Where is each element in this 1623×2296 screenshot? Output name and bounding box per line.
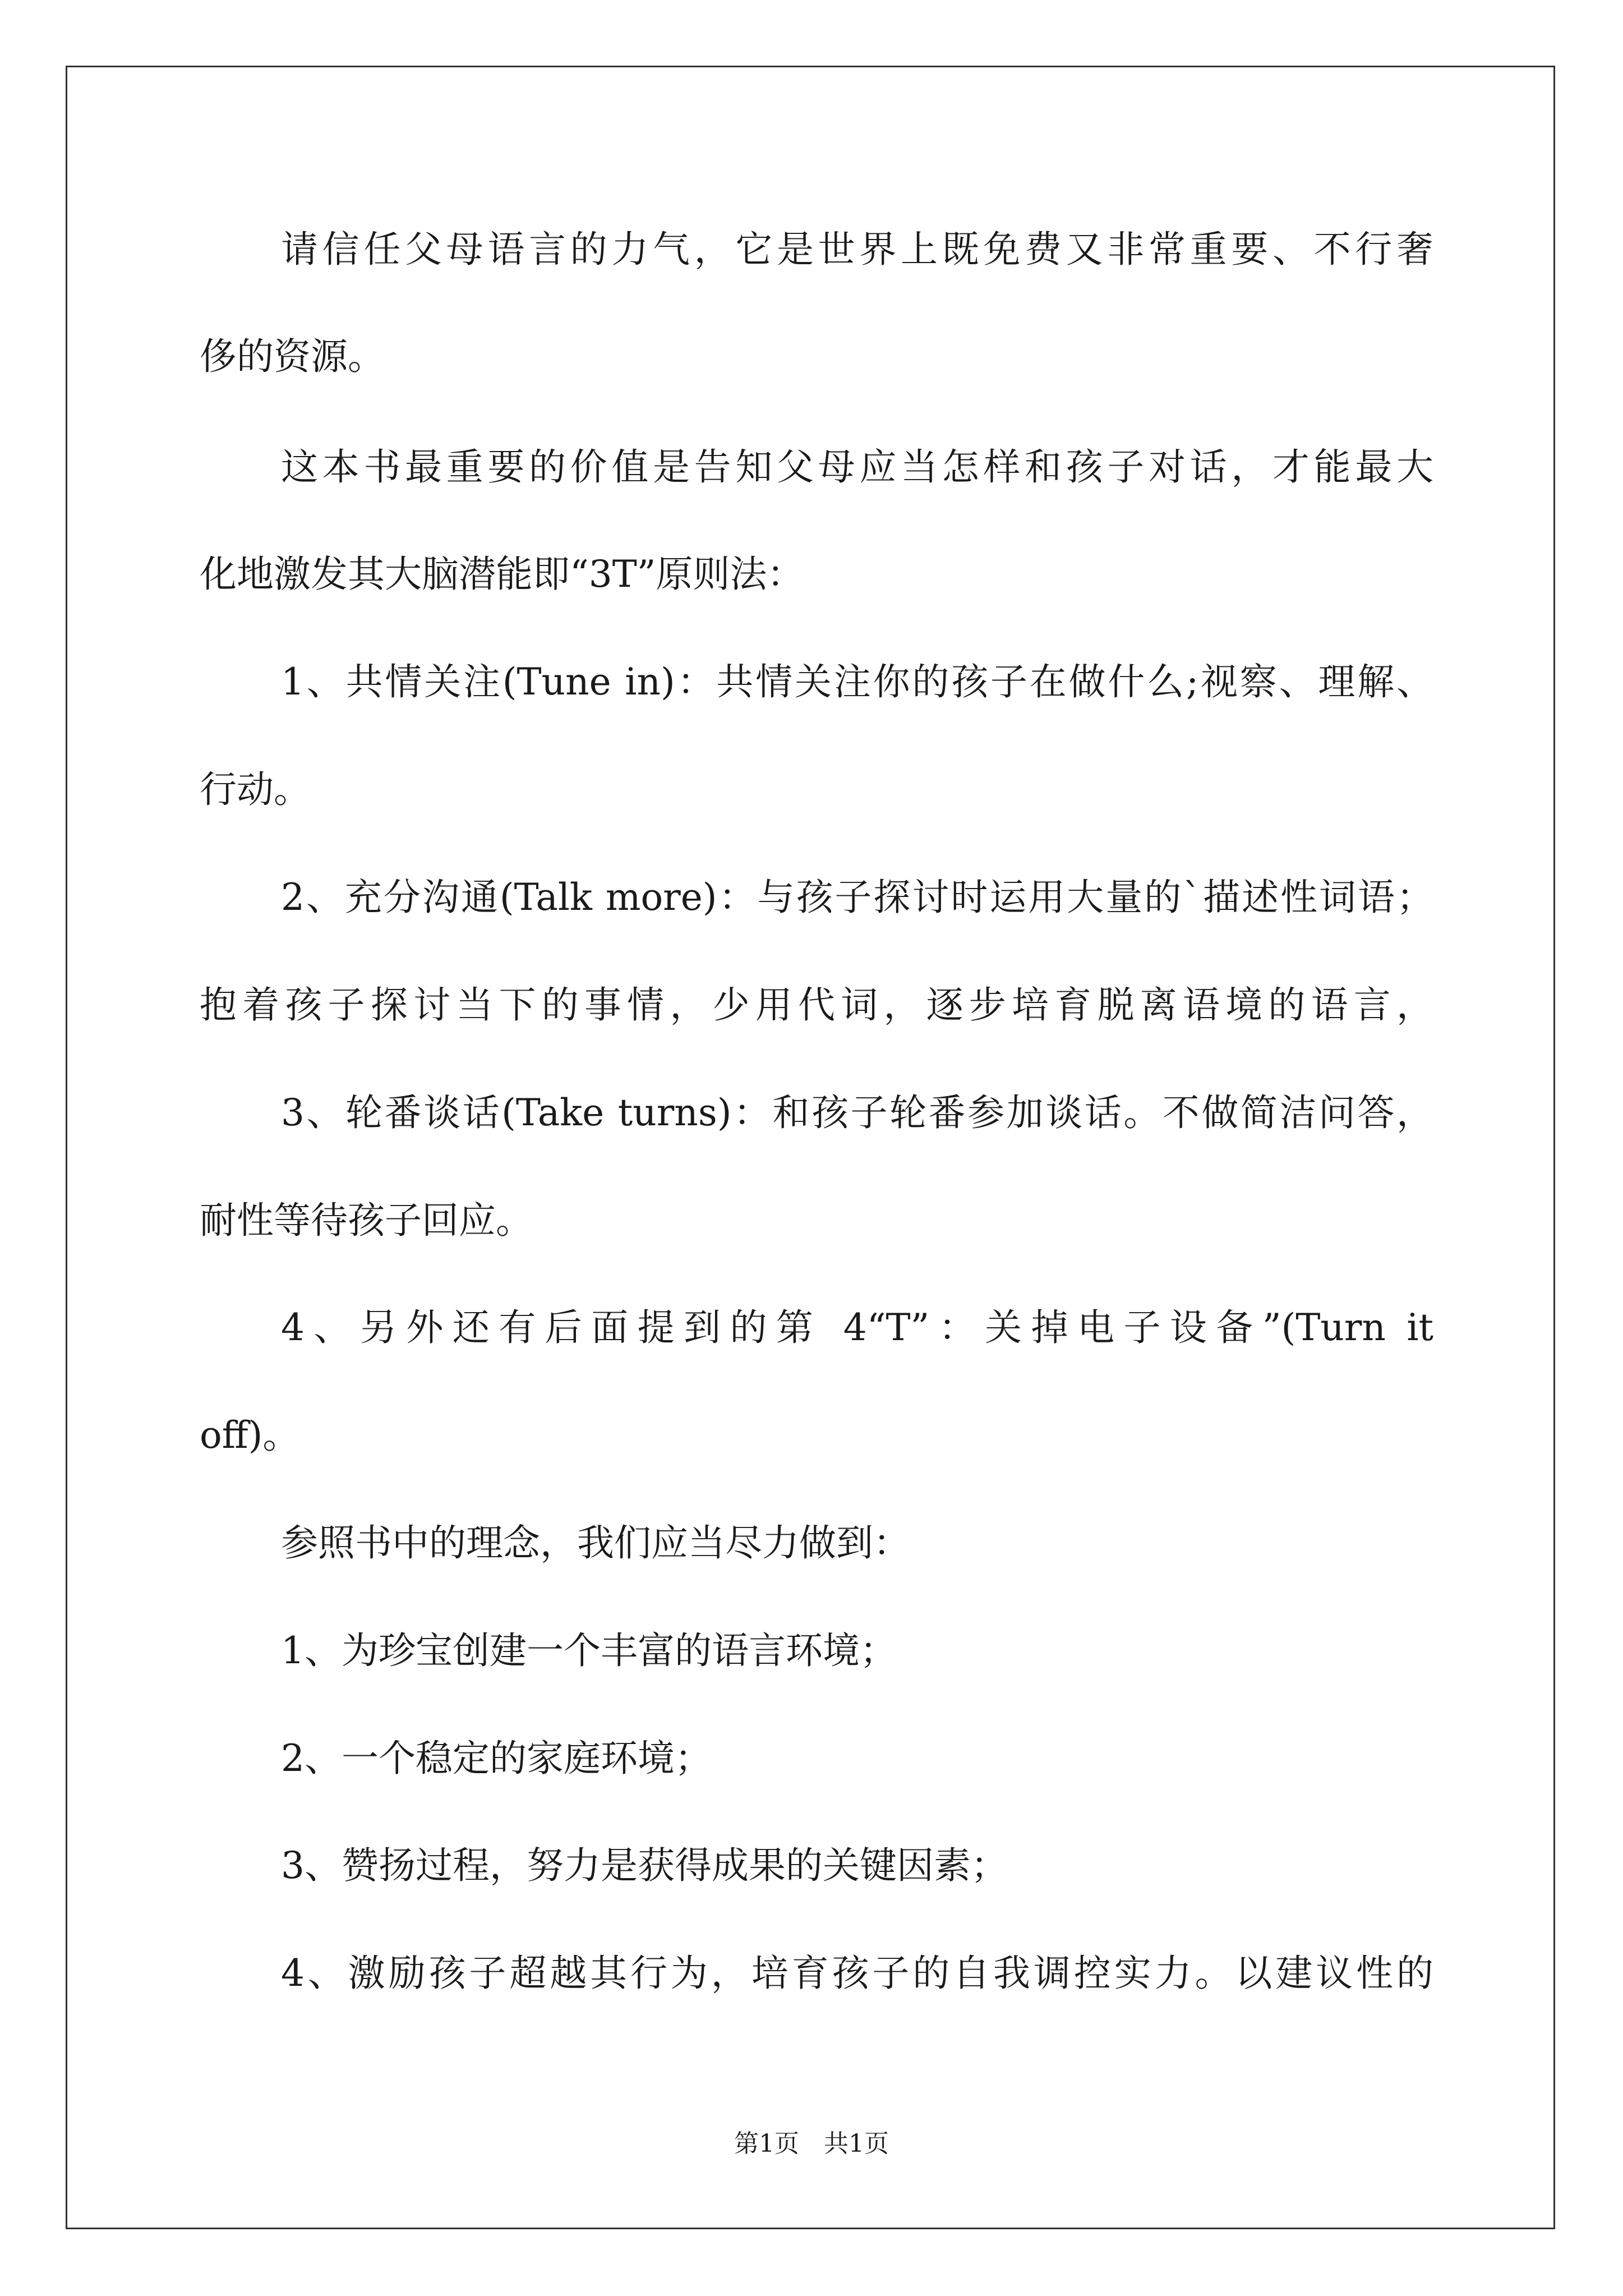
text-line: 2、充分沟通(Talk more)：与孩子探讨时运用大量的`描述性词语； xyxy=(281,876,1433,919)
page-number-total: 共1页 xyxy=(824,2129,889,2158)
text-line: 1、为珍宝创建一个丰富的语言环境； xyxy=(281,1629,897,1672)
text-line: 2、一个稳定的家庭环境； xyxy=(281,1737,712,1780)
text-line: 侈的资源。 xyxy=(200,335,385,378)
text-line: 请信任父母语言的力气，它是世界上既免费又非常重要、不行奢 xyxy=(281,228,1433,271)
text-line: 行动。 xyxy=(200,768,311,811)
text-line: 3、赞扬过程，努力是获得成果的关键因素； xyxy=(281,1844,1008,1887)
text-line: 参照书中的理念，我们应当尽力做到： xyxy=(281,1521,910,1565)
text-line: 4、另外还有后面提到的第 4“T”：关掉电子设备”(Turn it xyxy=(281,1306,1433,1349)
page-border xyxy=(66,66,1555,2229)
text-line: 4、激励孩子超越其行为，培育孩子的自我调控实力。以建议性的 xyxy=(281,1952,1433,1995)
text-line: 抱着孩子探讨当下的事情，少用代词，逐步培育脱离语境的语言， xyxy=(200,983,1433,1027)
page-footer xyxy=(0,2123,1623,2159)
text-line: 化地激发其大脑潜能即“3T”原则法： xyxy=(200,553,804,596)
text-line: 1、共情关注(Tune in)：共情关注你的孩子在做什么;视察、理解、 xyxy=(281,660,1433,703)
text-line: 3、轮番谈话(Take turns)：和孩子轮番参加谈话。不做简洁问答， xyxy=(281,1091,1433,1134)
text-line: off)。 xyxy=(200,1414,300,1457)
text-line: 这本书最重要的价值是告知父母应当怎样和孩子对话，才能最大 xyxy=(281,445,1433,489)
text-line: 耐性等待孩子回应。 xyxy=(200,1199,533,1242)
page-number-current: 第1页 xyxy=(734,2129,799,2158)
